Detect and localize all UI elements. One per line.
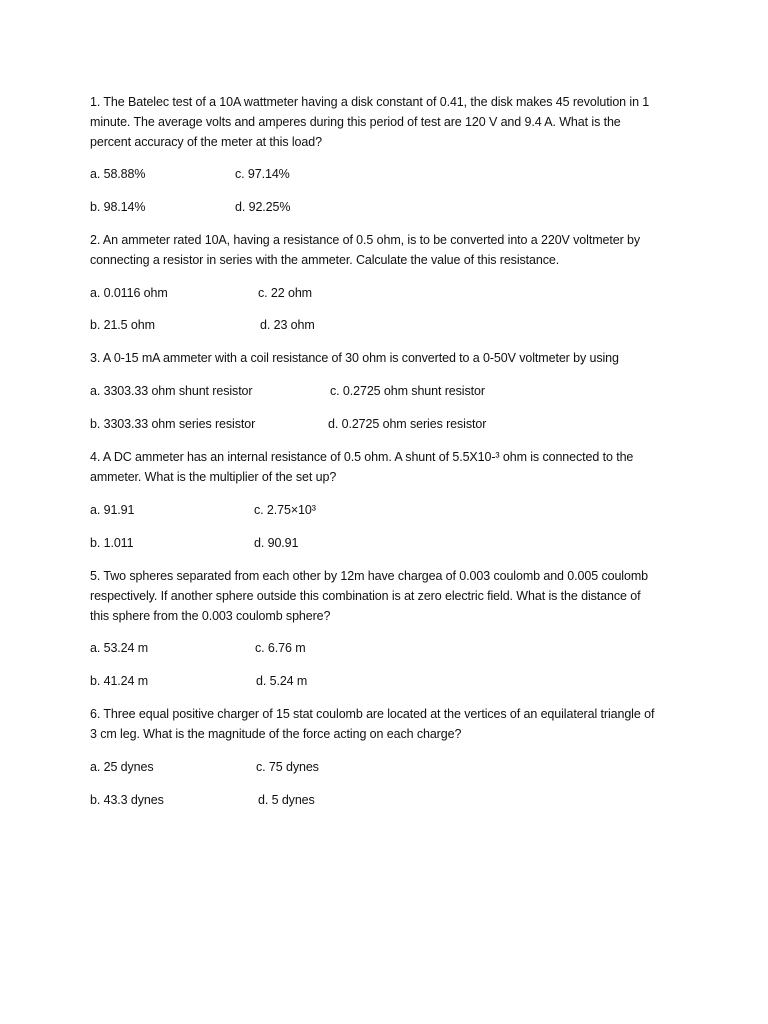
- option-d: d. 5 dynes: [258, 793, 315, 807]
- question-text-line: 2. An ammeter rated 10A, having a resistance of 0.5 ohm, is to be converted into a 220V voltmeter by: [90, 233, 641, 247]
- question-text-line: this sphere from the 0.003 coulomb sphere?: [90, 609, 331, 623]
- option-b: b. 1.011: [90, 536, 134, 550]
- option-a: a. 91.91: [90, 503, 135, 517]
- question-text-line: percent accuracy of the meter at this load?: [90, 135, 322, 149]
- option-b: b. 98.14%: [90, 200, 146, 214]
- option-d: d. 92.25%: [235, 200, 291, 214]
- question-text-line: 6. Three equal positive charger of 15 stat coulomb are located at the vertices of an equilateral triangle of: [90, 707, 655, 721]
- option-b: b. 21.5 ohm: [90, 318, 155, 332]
- question-text-line: 3 cm leg. What is the magnitude of the force acting on each charge?: [90, 727, 462, 741]
- option-d: d. 0.2725 ohm series resistor: [328, 417, 487, 431]
- option-a: a. 53.24 m: [90, 641, 149, 655]
- option-c: c. 6.76 m: [255, 641, 306, 655]
- option-a: a. 0.0116 ohm: [90, 286, 168, 300]
- option-d: d. 5.24 m: [256, 674, 308, 688]
- question-text-line: connecting a resistor in series with the ammeter. Calculate the value of this resistance.: [90, 253, 560, 267]
- option-d: d. 90.91: [254, 536, 299, 550]
- option-c: c. 0.2725 ohm shunt resistor: [330, 384, 485, 398]
- option-c: c. 97.14%: [235, 167, 290, 181]
- option-b: b. 3303.33 ohm series resistor: [90, 417, 256, 431]
- option-c: c. 22 ohm: [258, 286, 312, 300]
- question-text-line: 3. A 0-15 mA ammeter with a coil resistance of 30 ohm is converted to a 0-50V voltmeter by using: [90, 351, 619, 365]
- option-b: b. 41.24 m: [90, 674, 149, 688]
- question-text-line: 5. Two spheres separated from each other by 12m have chargea of 0.003 coulomb and 0.005 coulomb: [90, 569, 648, 583]
- option-a: a. 58.88%: [90, 167, 146, 181]
- option-a: a. 3303.33 ohm shunt resistor: [90, 384, 253, 398]
- question-text-line: 4. A DC ammeter has an internal resistance of 0.5 ohm. A shunt of 5.5X10-³ ohm is connected to the: [90, 450, 634, 464]
- option-c: c. 75 dynes: [256, 760, 319, 774]
- question-text-line: 1. The Batelec test of a 10A wattmeter having a disk constant of 0.41, the disk makes 45 revolution in 1: [90, 95, 650, 109]
- option-d: d. 23 ohm: [260, 318, 315, 332]
- question-text-line: ammeter. What is the multiplier of the set up?: [90, 470, 337, 484]
- option-c: c. 2.75×10³: [254, 503, 316, 517]
- option-b: b. 43.3 dynes: [90, 793, 164, 807]
- question-text-line: minute. The average volts and amperes during this period of test are 120 V and 9.4 A. What is the: [90, 115, 621, 129]
- question-text-line: respectively. If another sphere outside this combination is at zero electric field. What is the distance of: [90, 589, 641, 603]
- option-a: a. 25 dynes: [90, 760, 154, 774]
